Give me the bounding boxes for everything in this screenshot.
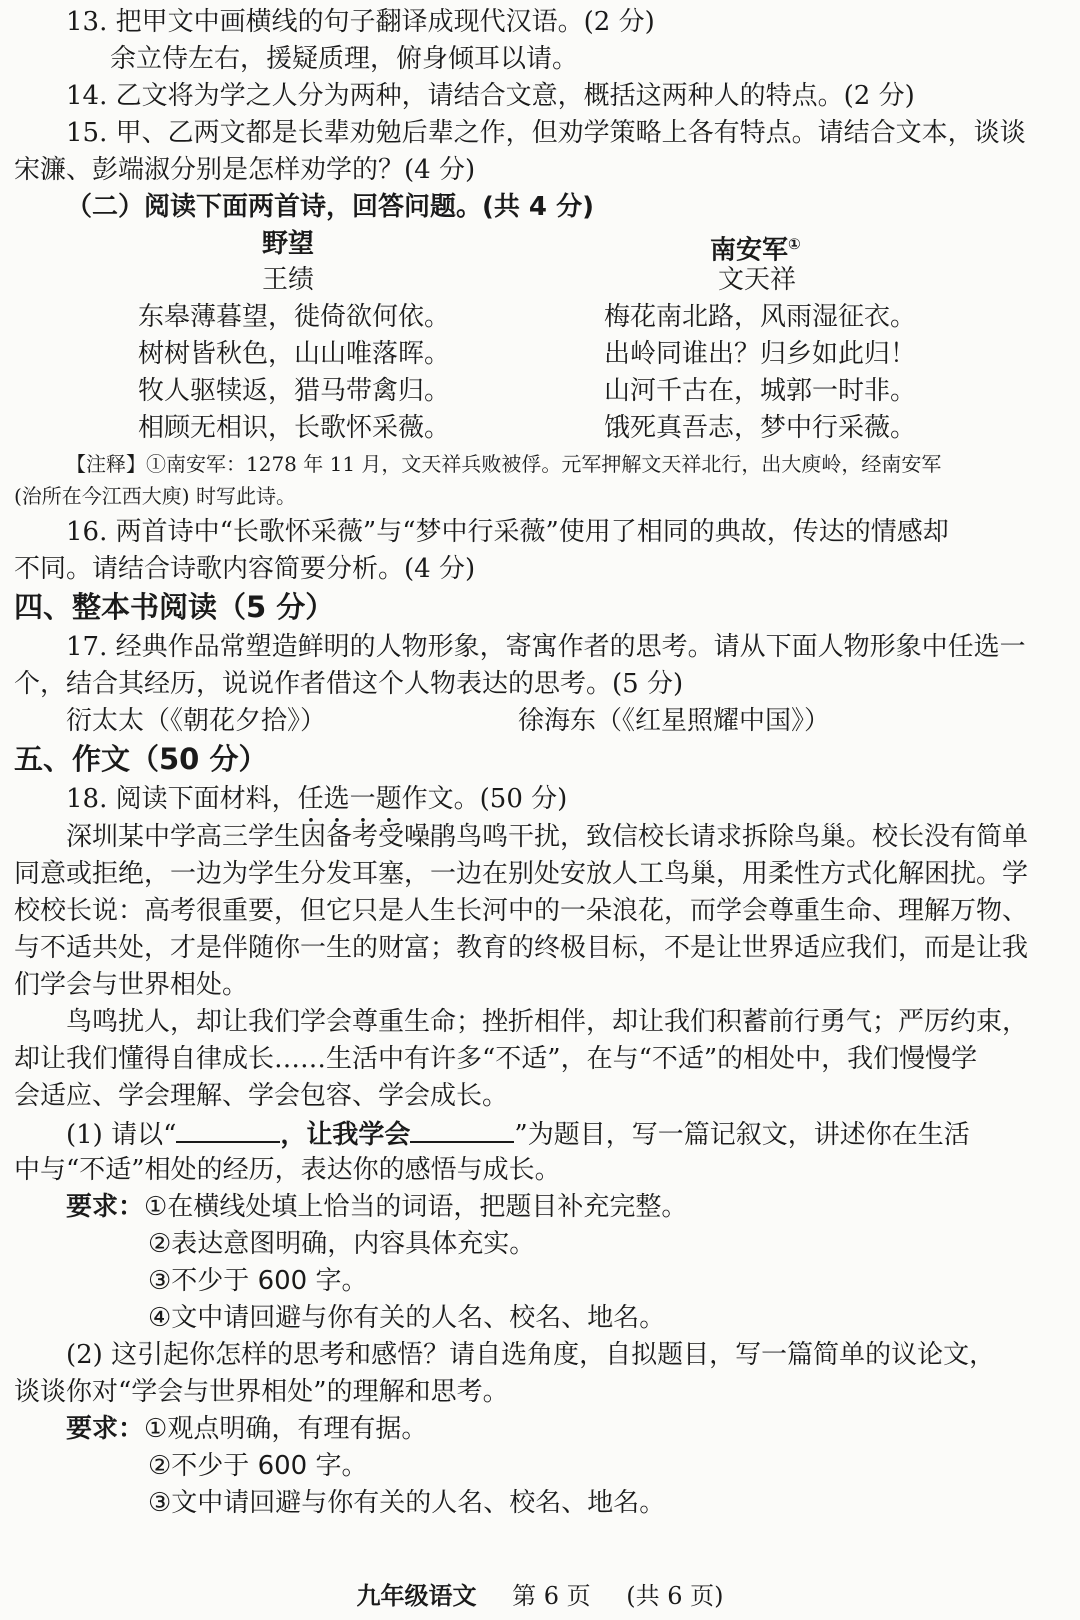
poem2-author: 文天祥 — [718, 265, 797, 295]
poem2-line: 饿死真吾志，梦中行采薇。 — [604, 413, 917, 443]
emphasis-dots-text: 任选一题 — [297, 784, 402, 814]
poem1-line: 东皋薄暮望，徙倚欲何依。 — [138, 302, 451, 332]
poem2-line: 出岭同谁出？归乡如此归！ — [604, 339, 917, 369]
task2-requirement-3: ③文中请回避与你有关的人名、校名、地名。 — [148, 1488, 666, 1518]
q16-line2: 不同。请结合诗歌内容简要分析。(4 分) — [14, 554, 476, 584]
poem1-line: 树树皆秋色，山山唯落晖。 — [138, 339, 451, 369]
q17-option-1: 衍太太（《朝花夕拾》） — [66, 706, 327, 736]
title-blank-1 — [176, 1115, 280, 1143]
q16-line1: 16. 两首诗中“长歌怀采薇”与“梦中行采薇”使用了相同的典故，传达的情感却 — [66, 517, 949, 547]
footer-total-pages: (共 6 页) — [626, 1582, 724, 1610]
task1-line1: (1) 请以“ ，让我学会 ”为题目，写一篇记叙文，讲述你在生活 — [66, 1115, 1066, 1153]
annotation-line2: (治所在今江西大庾) 时写此诗。 — [14, 484, 296, 508]
page-footer — [0, 1578, 1080, 1614]
poem1-line: 相顾无相识，长歌怀采薇。 — [138, 413, 451, 443]
note-marker: ① — [788, 235, 801, 253]
q14: 14. 乙文将为学之人分为两种，请结合文意，概括这两种人的特点。(2 分) — [66, 81, 915, 111]
poem2-title: 南安军① — [710, 235, 801, 266]
material-p2-line: 鸟鸣扰人，却让我们学会尊重生命；挫折相伴，却让我们积蓄前行勇气；严厉约束， — [66, 1007, 1029, 1037]
task1-requirement-1: 要求：①在横线处填上恰当的词语，把题目补充完整。 — [66, 1192, 688, 1222]
material-p1-line: 深圳某中学高三学生因备考受噪鹃鸟鸣干扰，致信校长请求拆除鸟巢。校长没有简单 — [66, 822, 1029, 852]
q13-stem: 13. 把甲文中画横线的句子翻译成现代汉语。(2 分) — [66, 7, 655, 37]
section4-title: 四、整本书阅读（5 分） — [14, 590, 335, 624]
task1-requirement-3: ③不少于 600 字。 — [148, 1266, 368, 1296]
material-p1-line: 们学会与世界相处。 — [14, 970, 249, 1000]
poem2-line: 山河千古在，城郭一时非。 — [604, 376, 917, 406]
material-p2-line: 会适应、学会理解、学会包容、学会成长。 — [14, 1081, 509, 1111]
section5-title: 五、作文（50 分） — [14, 742, 268, 776]
annotation-line1: 【注释】①南安军：1278 年 11 月，文天祥兵败被俘。元军押解文天祥北行，出大庾岭，经南安军 — [66, 452, 942, 476]
poem1-title: 野望 — [262, 229, 315, 259]
material-p1-line: 与不适共处，才是伴随你一生的财富；教育的终极目标，不是让世界适应我们，而是让我 — [14, 933, 1029, 963]
q17-line1: 17. 经典作品常塑造鲜明的人物形象，寄寓作者的思考。请从下面人物形象中任选一 — [66, 632, 1026, 662]
material-p2-line: 却让我们懂得自律成长……生活中有许多“不适”，在与“不适”的相处中，我们慢慢学 — [14, 1044, 978, 1074]
poem1-author: 王绩 — [262, 265, 315, 295]
task1-line2: 中与“不适”相处的经历，表达你的感悟与成长。 — [14, 1155, 561, 1185]
footer-subject: 九年级语文 — [356, 1582, 477, 1610]
q17-option-2: 徐海东（《红星照耀中国》） — [518, 706, 831, 736]
poem2-line: 梅花南北路，风雨湿征衣。 — [604, 302, 917, 332]
section2-title: （二）阅读下面两首诗，回答问题。(共 4 分) — [66, 192, 594, 222]
material-p1-line: 同意或拒绝，一边为学生分发耳塞，一边在别处安放人工鸟巢，用柔性方式化解困扰。学 — [14, 859, 1029, 889]
task1-requirement-4: ④文中请回避与你有关的人名、校名、地名。 — [148, 1303, 666, 1333]
q17-line2: 个，结合其经历，说说作者借这个人物表达的思考。(5 分) — [14, 669, 684, 699]
q15-line1: 15. 甲、乙两文都是长辈劝勉后辈之作，但劝学策略上各有特点。请结合文本，谈谈 — [66, 118, 1026, 148]
task2-line2: 谈谈你对“学会与世界相处”的理解和思考。 — [14, 1377, 509, 1407]
task2-requirement-1: 要求：①观点明确，有理有据。 — [66, 1414, 428, 1444]
title-blank-2 — [410, 1115, 514, 1143]
material-p1-line: 校校长说：高考很重要，但它只是人生长河中的一朵浪花，而学会尊重生命、理解万物、 — [14, 896, 1029, 926]
q15-line2: 宋濂、彭端淑分别是怎样劝学的？(4 分) — [14, 155, 476, 185]
footer-page-number: 第 6 页 — [512, 1582, 591, 1610]
q13-sentence: 余立侍左右，援疑质理，俯身倾耳以请。 — [110, 44, 579, 74]
task1-requirement-2: ②表达意图明确，内容具体充实。 — [148, 1229, 536, 1259]
task2-requirement-2: ②不少于 600 字。 — [148, 1451, 368, 1481]
poem1-line: 牧人驱犊返，猎马带禽归。 — [138, 376, 451, 406]
task2-line1: (2) 这引起你怎样的思考和感悟？请自选角度，自拟题目，写一篇简单的议论文， — [66, 1340, 996, 1370]
q18-stem: 18. 阅读下面材料，任选一题作文。(50 分) — [66, 784, 568, 814]
